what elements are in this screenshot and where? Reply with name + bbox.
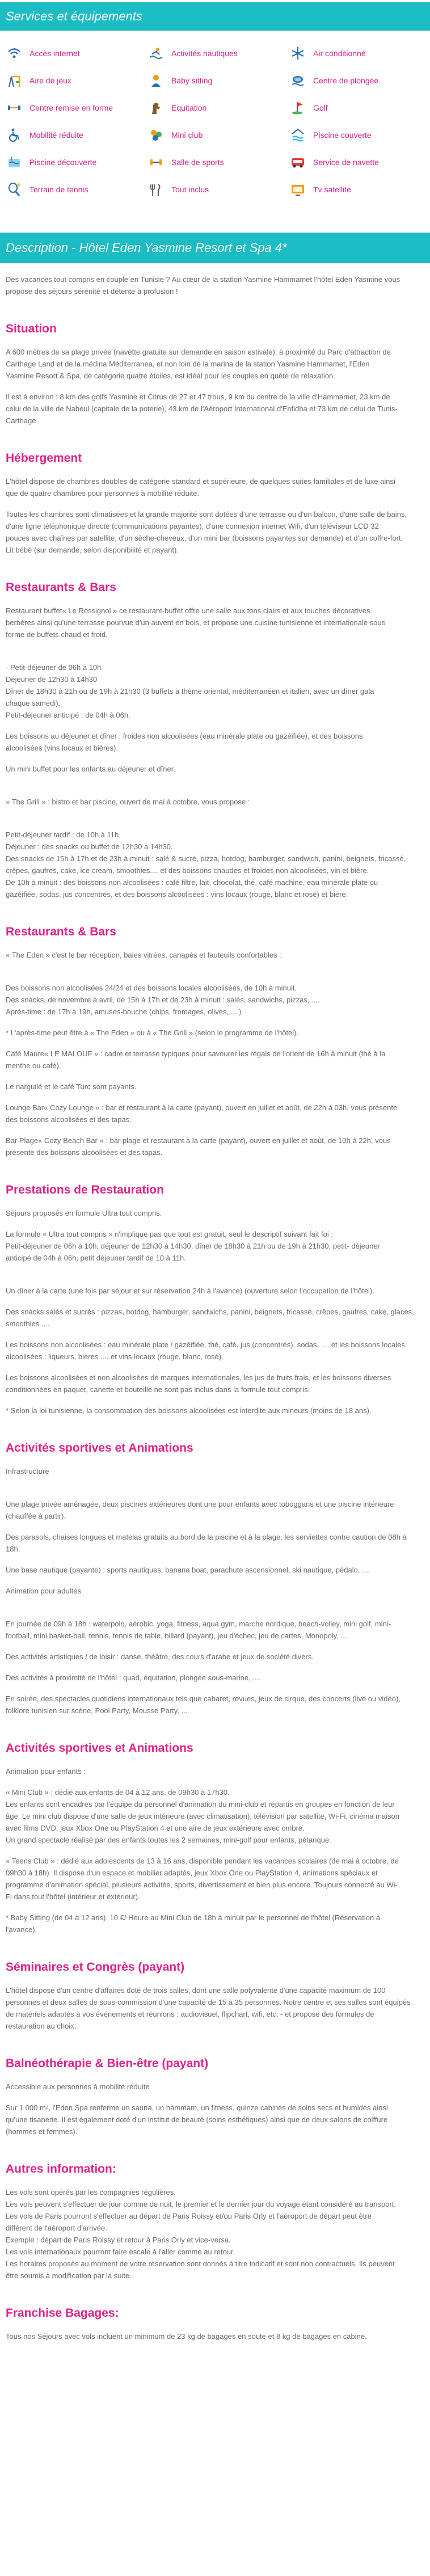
text-line: Une base nautique (payante) : sports nautiques, banana boat, parachute ascensionnel, ski nautique, pédalo, .... xyxy=(6,1566,370,1574)
text-line xyxy=(6,1273,424,1285)
text-line: Des activités artistiques / de loisir : danse, théâtre, des cours d'arabe et jeux de société divers. xyxy=(6,1652,314,1661)
text-line: Café Maure« LE MALOUF » : cadre et terrasse typiques pour savourer les régals de l'orient de 16h à minuit (thé à la xyxy=(6,1049,386,1058)
golf-icon xyxy=(289,99,306,116)
text-line: « Teens Club » : dédié aux adolescents de 13 à 16 ans, disponible pendant les vacances scolaires (de mai à octobre, de xyxy=(6,1857,399,1865)
text-line: Un mini buffet pour les enfants au déjeuner et dîner. xyxy=(6,765,175,773)
section-paragraph xyxy=(6,1651,424,1663)
section-title: Prestations de Restauration xyxy=(6,1183,164,1196)
text-line: Lit bébé (sur demande, selon disponibilité et payant). xyxy=(6,546,179,554)
section-title: Activités sportives et Animations xyxy=(6,1742,193,1755)
section-paragraph xyxy=(6,1405,424,1416)
text-line: conditionnées en paquet, canette et bouteille ne sont pas inclus dans la formule tout compris. xyxy=(6,1385,310,1394)
text-line: Les vols internationaux pourront faire escale à l'aller comme au retour. xyxy=(6,2248,235,2256)
facility-label: Tout inclus xyxy=(171,185,209,194)
section-paragraph xyxy=(6,273,424,297)
text-line: « Mini Club » : dédié aux enfants de 04 à 12 ans, de 09h30 à 17h30. xyxy=(6,1788,230,1797)
text-line: Lounge Bar« Cozy Lounge » : bar et restaurant à la carte (payant), ouvert en juillet et août, de 22h à 03h, vous présente xyxy=(6,1103,398,1112)
description-content xyxy=(0,263,430,2342)
water-sports-icon xyxy=(147,45,165,62)
text-line: Les boissons non alcoolisées : eau minérale plate / gazéifiée, thé, café, jus (concentrés), sodas, .... et les boissons locales xyxy=(6,1340,405,1349)
text-line: Carthage Land et de la médina Méditerranea, et non loin de la marina de la station Yasmine Hammamet, l'Eden xyxy=(6,360,370,368)
section-paragraph xyxy=(6,2102,424,2137)
text-line: des boissons alcoolisées et des tapas. xyxy=(6,1115,132,1124)
text-line: Les boissons au déjeuner et dîner : froides non alcoolisées (eau minérale plate ou gazéifiée), et des boissons xyxy=(6,732,363,740)
text-line: personnes et deux salles de sous-commission d'une capacité de 15 à 35 personnes. Notre centre et ses salles sont équipés xyxy=(6,1998,411,2006)
horse-icon xyxy=(147,99,165,116)
text-line: De 10h à minuit : des boissons non alcoolisées : café filtre, lait, chocolat, thé, café machine, eau minérale plate ou xyxy=(6,878,378,887)
facility-label: Baby sitting xyxy=(171,76,213,85)
text-line: L'hôtel dispose de chambres doubles de catégorie standard et supérieure, de quelques suites familiales et de luxe ainsi xyxy=(6,477,395,486)
facility-mobilite-reduite xyxy=(6,125,147,145)
text-line: celui de la ville de Nabeul (capitale de la poterie), 43 km de l'Aéroport International d'Enfidha et 73 km de celui de Tunis- xyxy=(6,404,398,413)
text-line: Des vacances tout compris en couple en Tunisie ? Au cœur de la station Yasmine Hammamet l'hôtel Eden Yasmine vous xyxy=(6,275,401,284)
facility-mini-club xyxy=(147,125,289,145)
section-paragraph xyxy=(6,1765,424,1777)
text-line: pouces avec chaînes par satellite, d'un sèche-cheveux, d'un mini bar (boissons payantes sur demande) et d'un coffre-fort. xyxy=(6,534,403,542)
section-paragraph xyxy=(6,949,424,973)
section-paragraph xyxy=(6,1486,424,1522)
text-line: Carthage. xyxy=(6,416,39,425)
text-line: propose des séjours sérénité et détente à profusion ! xyxy=(6,287,178,296)
text-line xyxy=(6,808,424,820)
text-line: forme de buffets chaud et froid. xyxy=(6,630,108,639)
facility-centre-remise-en-forme xyxy=(6,98,147,118)
text-line: En journée de 09h à 18h : waterpolo, aérobic, yoga, fitness, aqua gym, marche nordique, beach-volley, mini golf, mini- xyxy=(6,1620,391,1628)
section-paragraph xyxy=(6,1855,424,1903)
text-line xyxy=(6,1597,424,1609)
text-line: Les horaires proposés au moment de votre réservation sont donnés à titre indicatif et sont non contractuels. Ils peuvent xyxy=(6,2259,395,2268)
text-line: Les vols sont opérés par les compagnies régulières. xyxy=(6,2188,176,2196)
facility-label: Golf xyxy=(313,103,328,112)
text-line: anticipé de 04h à 06h, petit déjeuner tardif de 10 à 11h. xyxy=(6,1254,186,1262)
facility-baby-sitting xyxy=(147,70,289,91)
text-line: Tous nos Séjours avec vols incluent un minimum de 23 kg de bagages en soute et 8 kg de bagages en cabine. xyxy=(6,2332,367,2341)
section-paragraph xyxy=(6,2330,424,2342)
section-paragraph xyxy=(6,1672,424,1684)
wifi-icon xyxy=(6,45,23,62)
text-line: Sur 1 000 m², l'Eden Spa renferme un sauna, un hammam, un fitness, quinze cabines de soins secs et humides ainsi xyxy=(6,2103,388,2112)
text-line: Bar Plage« Cozy Beach Bar » : bar plage et restaurant à la carte (payant), ouvert en juillet et août, de 10h à 22h, vous xyxy=(6,1136,391,1145)
text-line: L'hôtel dispose d'un centre d'affaires doté de trois salles, dont une salle polyvalente d'une capacité maximum de 100 xyxy=(6,1986,386,1995)
text-line: « The Grill » : bistro et bar piscine, ouvert de mai à octobre, vous propose : xyxy=(6,798,250,806)
section-paragraph xyxy=(6,1564,424,1576)
text-line: Les enfants sont encadrés par l'équipe du personnel d'animation du mini-club et répartis en groupes en fonction de leur xyxy=(6,1800,395,1808)
text-line: Petit-déjeuner anticipé : de 04h à 06h. xyxy=(6,711,130,719)
diving-icon xyxy=(289,72,306,89)
facility-golf xyxy=(289,98,430,118)
section-paragraph xyxy=(6,1693,424,1717)
text-line: Le narguilé et le café Turc sont payants. xyxy=(6,1082,137,1091)
section-paragraph xyxy=(6,475,424,499)
facility-piscine-decouverte xyxy=(6,152,147,172)
facility-label: Piscine couverte xyxy=(313,130,372,140)
text-line: Accessible aux personnes à mobilité réduite xyxy=(6,2082,150,2091)
text-line: âge. Le mini club dispose d'une salle de jeux intérieure (avec climatisation), télévision par satellite, Wi-Fi, cinéma maison xyxy=(6,1812,399,1820)
text-line: être soumis à modification par la suite. xyxy=(6,2271,132,2280)
section-paragraph xyxy=(6,1984,424,2032)
facility-tout-inclus xyxy=(147,179,289,200)
section-paragraph xyxy=(6,730,424,754)
indoor-pool-icon xyxy=(289,127,306,144)
tv-icon xyxy=(289,181,306,198)
text-line: Petit-déjeuner de 06h à 10h, déjeuner de 12h30 à 14h30, dîner de 18h30 à 21h ou de 19h à 21h30, petit- déjeuner xyxy=(6,1242,380,1250)
text-line: Des activités à proximité de l'hôtel : quad, équitation, plongée sous-marine, .... xyxy=(6,1673,261,1682)
text-line: Les boissons alcoolisées et non alcoolisées de marques internationales, les jus de fruits frais, et les boissons diverses xyxy=(6,1373,391,1382)
text-line: différent de l'aéroport d'arrivée. xyxy=(6,2224,107,2232)
section-paragraph xyxy=(6,1786,424,1846)
facility-label: Air conditionné xyxy=(313,49,366,58)
text-line: Yasmine Resort & Spa, de catégorie quatre étoiles, est idéal pour les couples en quête de relaxation. xyxy=(6,372,335,380)
section-paragraph xyxy=(6,1228,424,1264)
text-line: Une plage privée aménagée, deux piscines extérieures dont une pour enfants avec toboggans et une piscine intérieure xyxy=(6,1500,394,1508)
facility-centre-de-plongee xyxy=(289,70,430,91)
text-line: * Selon la loi tunisienne, la consommation des boissons alcoolisées est interdite aux mineurs (moins de 18 ans). xyxy=(6,1406,372,1415)
description-banner: Description - Hôtel Eden Yasmine Resort et Spa 4* xyxy=(0,233,430,263)
facility-label: Aire de jeux xyxy=(29,76,71,85)
text-line: folklore tunisien sur scène, Pool Party, Mousse Party, ... xyxy=(6,1706,188,1715)
section-paragraph xyxy=(6,650,424,721)
text-line: alcoolisées (vins locaux et bières). xyxy=(6,744,118,752)
text-line: Animation pour enfants : xyxy=(6,1767,86,1776)
text-line: Exemple : départ de Paris Roissy et retour à Paris Orly et vice-versa. xyxy=(6,2236,231,2244)
facility-label: Terrain de tennis xyxy=(29,185,88,194)
text-line: d'une ligne téléphonique directe (communications payantes), d'une connexion internet Wifi, d'un téléviseur LCD 32 xyxy=(6,522,379,530)
text-line: Il est à environ : 8 km des golfs Yasmine et Citrus de 27 et 47 trous, 9 km du centre de la ville d'Hammamet, 23 km de xyxy=(6,393,390,401)
text-line: 09h30 à 18h). Il dispose d'un espace et mobilier adaptés, jeux Xbox One ou PlayStation 4, animations spéciaux et xyxy=(6,1869,378,1877)
text-line: Un dîner à la carte (une fois par séjour et sur réservation 24h à l'avance) (ouverture selon l'occupation de l'hôtel). xyxy=(6,1287,374,1295)
text-line: football, mini basket-ball, tennis, tennis de table, billard (payant), jeu d'échec, jeu de cartes, Monopoly, .... xyxy=(6,1631,349,1640)
section-title: Séminaires et Congrès (payant) xyxy=(6,1961,185,1974)
facility-label: Salle de sports xyxy=(171,158,224,167)
section-paragraph xyxy=(6,391,424,427)
section-paragraph xyxy=(6,784,424,820)
fitness-icon xyxy=(6,99,23,116)
section-paragraph xyxy=(6,1531,424,1555)
text-line: « The Eden » c'est le bar réception, baies vitrées, canapés et fauteuils confortables : xyxy=(6,951,281,959)
text-line: Des snacks salés et sucrés : pizzas, hotdog, hamburger, sandwichs, panini, beignets, fricassé, crêpes, gaufres, cake, glaces, xyxy=(6,1308,414,1316)
facilities-grid xyxy=(0,31,430,200)
section-paragraph xyxy=(6,346,424,382)
section-title: Restaurants & Bars xyxy=(6,925,116,938)
text-line: Fi dans tout l'hôtel (intérieur et extérieur). xyxy=(6,1892,140,1901)
text-line: qu'une tisanerie. Il est également doté d'un institut de beauté (soins esthétiques) ainsi que de deux salons de coiffure xyxy=(6,2115,388,2124)
section-paragraph xyxy=(6,1372,424,1395)
text-line: alcoolisées : liqueurs, bières .... et vins locaux (rouge, blanc, rosé). xyxy=(6,1352,224,1361)
text-line: l'avance). xyxy=(6,1925,37,1934)
facility-acces-internet xyxy=(6,43,147,64)
section-title: Hébergement xyxy=(6,452,82,465)
section-title: Balnéothérapie & Bien-être (payant) xyxy=(6,2057,209,2070)
text-line xyxy=(6,961,424,973)
section-paragraph xyxy=(6,2186,424,2282)
section-paragraph xyxy=(6,829,424,900)
text-line: Déjeuner de 12h30 à 14h30 xyxy=(6,675,98,684)
text-line: 18h. xyxy=(6,1545,20,1553)
section-paragraph xyxy=(6,1585,424,1609)
section-paragraph xyxy=(6,1102,424,1125)
section-paragraph xyxy=(6,982,424,1018)
facility-label: Équitation xyxy=(171,103,207,112)
text-line: * Baby Sitting (de 04 à 12 ans), 10 €/ Heure au Mini Club de 18h à minuit par le personnel de l'hôtel (Réservation à xyxy=(6,1913,381,1922)
text-line: restauration au choix. xyxy=(6,2022,77,2030)
text-line: Restaurant buffet« Le Rossignol » ce restaurant-buffet offre une salle aux tons clairs et aux touches décoratives xyxy=(6,606,370,615)
text-line: Après-time : de 17h à 19h, amuses-bouche (chips, fromages, olives,.....) xyxy=(6,1007,242,1016)
facility-label: Mini club xyxy=(171,130,203,140)
text-line: Séjours proposés en formule Ultra tout compris. xyxy=(6,1209,162,1217)
text-line: Des boissons non alcoolisées 24/24 et des boissons locales alcoolisées, de 10h à minuit. xyxy=(6,984,297,992)
text-line: chaque samedi). xyxy=(6,699,61,707)
text-line: gazéifiée, sodas, jus concentrés, et des boissons alcoolisées : vins locaux (rouge, blanc et rosé) et bière. xyxy=(6,890,348,899)
facility-label: Centre remise en forme xyxy=(29,103,113,112)
facility-label: Mobilité réduite xyxy=(29,130,83,140)
all-inclusive-icon xyxy=(147,181,165,198)
facility-label: Accès internet xyxy=(29,49,80,58)
services-banner: Services et équipements xyxy=(0,2,430,31)
text-line: de matériels adaptés à vos événements et réunions : audiovisuel, flipchart, wifi, etc. - et propose des formules de xyxy=(6,2010,374,2018)
section-title: Activités sportives et Animations xyxy=(6,1441,193,1454)
text-line: programme d'animation spécial, plusieurs activités, sports, divertissement et bien plus encore. Toujours connecté au Wi- xyxy=(6,1881,398,1889)
facility-aire-de-jeux xyxy=(6,70,147,91)
facility-terrain-de-tennis xyxy=(6,179,147,200)
tennis-icon xyxy=(6,181,23,198)
shuttle-bus-icon xyxy=(289,154,306,171)
facility-activites-nautiques xyxy=(147,43,289,64)
text-line: menthe ou café). xyxy=(6,1061,61,1070)
section-paragraph xyxy=(6,1081,424,1093)
section-paragraph xyxy=(6,1465,424,1477)
section-paragraph xyxy=(6,1135,424,1158)
section-paragraph xyxy=(6,1027,424,1039)
section-paragraph xyxy=(6,605,424,640)
text-line: Déjeuner : des snacks ou buffet de 12h30 à 14h30. xyxy=(6,842,173,851)
text-line: Des snacks de 15h à 17h et de 23h à minuit : salé & sucré, pizza, hotdog, hamburger, sandwich, panini, beignets, fricassé, xyxy=(6,854,406,863)
section-paragraph xyxy=(6,2081,424,2093)
text-line xyxy=(6,650,424,661)
text-line: (chauffée à partir). xyxy=(6,1512,66,1520)
text-line: avec films DVD, jeux Xbox One ou PlayStation 4 et une aire de jeux extérieure avec ombre. xyxy=(6,1824,305,1832)
section-paragraph xyxy=(6,1273,424,1297)
section-paragraph xyxy=(6,1048,424,1072)
text-line: Animation pour adultes xyxy=(6,1587,81,1595)
text-line: berbères ainsi qu'une terrasse pourvue d'un auvent en bois, et propose une cuisine tunisienne et internationale sous xyxy=(6,618,386,627)
text-line: présente des boissons alcoolisées et des tapas. xyxy=(6,1148,163,1157)
text-line xyxy=(6,1486,424,1498)
text-line: Des snacks, de novembre à avril, de 15h à 17h et de 23h à minuit : salés, sandwichs, pizzas, .... xyxy=(6,996,320,1004)
wheelchair-icon xyxy=(6,127,23,144)
section-title: Franchise Bagages: xyxy=(6,2307,119,2320)
text-line: que de quatre chambres pour personnes à mobilité réduite. xyxy=(6,489,200,498)
facility-tv-satellite xyxy=(289,179,430,200)
text-line: A 600 mètres de sa plage privée (navette gratuite sur demande en saison estivale), à proximité du Parc d'attraction de xyxy=(6,348,391,356)
text-line: Dîner de 18h30 à 21h ou de 19h à 21h30 (3 buffets à thème oriental, méditerranéen et italien, avec un dîner gala xyxy=(6,687,374,695)
facility-label: Activités nautiques xyxy=(171,49,238,58)
gym-icon xyxy=(147,154,165,171)
section-paragraph xyxy=(6,763,424,775)
section-paragraph xyxy=(6,1339,424,1363)
facility-label: Centre de plongée xyxy=(313,76,379,85)
text-line: * L'après-time peut être à « The Eden » ou à « The Grill » (selon le programme de l'hôtel). xyxy=(6,1028,299,1037)
text-line: Toutes les chambres sont climatisées et la grande majorité sont dotées d'une terrasse ou d'un balcon, d'une salle de bains, xyxy=(6,510,407,518)
text-line: En soirée, des spectacles quotidiens internationaux tels que cabaret, revues, jeux de cirque, des concerts (live ou vidéo), xyxy=(6,1694,401,1703)
section-paragraph xyxy=(6,508,424,556)
text-line: Les vols peuvent s'effectuer de jour comme de nuit, le premier et le dernier jour du voyage étant considéré au transport. xyxy=(6,2200,397,2208)
section-paragraph xyxy=(6,1306,424,1330)
text-line: crêpes, gaufres, cake, ice cream, smoothies.... et des boissons chaudes et froides non alcoolisées, vin et bière. xyxy=(6,866,369,875)
facility-label: Service de navette xyxy=(313,158,379,167)
text-line: (hommes et femmes). xyxy=(6,2127,78,2136)
section-title: Autres information: xyxy=(6,2162,116,2176)
text-line: Petit-déjeuner tardif : de 10h à 11h. xyxy=(6,830,121,839)
text-line: - Petit-déjeuner de 06h à 10h xyxy=(6,663,102,672)
facility-equitation xyxy=(147,98,289,118)
section-paragraph xyxy=(6,1207,424,1219)
text-line: Un grand spectacle réalisé par des enfants toutes les 2 semaines, mini-golf pour enfants, pétanque. xyxy=(6,1836,331,1844)
section-title: Situation xyxy=(6,322,57,335)
baby-icon xyxy=(147,72,165,89)
facility-service-de-navette xyxy=(289,152,430,172)
text-line: Des parasols, chaises longues et matelas gratuits au bord de la piscine et à la plage, les serviettes contre caution de 08h à xyxy=(6,1533,407,1541)
section-title: Restaurants & Bars xyxy=(6,581,116,594)
facility-piscine-couverte xyxy=(289,125,430,145)
section-paragraph xyxy=(6,1618,424,1642)
facility-salle-de-sports xyxy=(147,152,289,172)
section-paragraph xyxy=(6,1912,424,1936)
mini-club-icon xyxy=(147,127,165,144)
facility-air-conditionne xyxy=(289,43,430,64)
facility-label: Tv satellite xyxy=(313,185,351,194)
text-line xyxy=(6,784,424,796)
facility-label: Piscine découverte xyxy=(29,158,97,167)
text-line: smoothies .... xyxy=(6,1319,50,1328)
text-line: Les vols de Paris pourront s'effectuer au départ de Paris Roissy et/ou Paris Orly et l'aéroport de départ peut être xyxy=(6,2212,372,2220)
text-line: La formule « Ultra tout compris » n'implique pas que tout est gratuit, seul le descriptif suivant fait foi : xyxy=(6,1230,333,1238)
text-line: Infrastructure xyxy=(6,1467,49,1475)
outdoor-pool-icon xyxy=(6,154,23,171)
snowflake-icon xyxy=(289,45,306,62)
playground-icon xyxy=(6,72,23,89)
